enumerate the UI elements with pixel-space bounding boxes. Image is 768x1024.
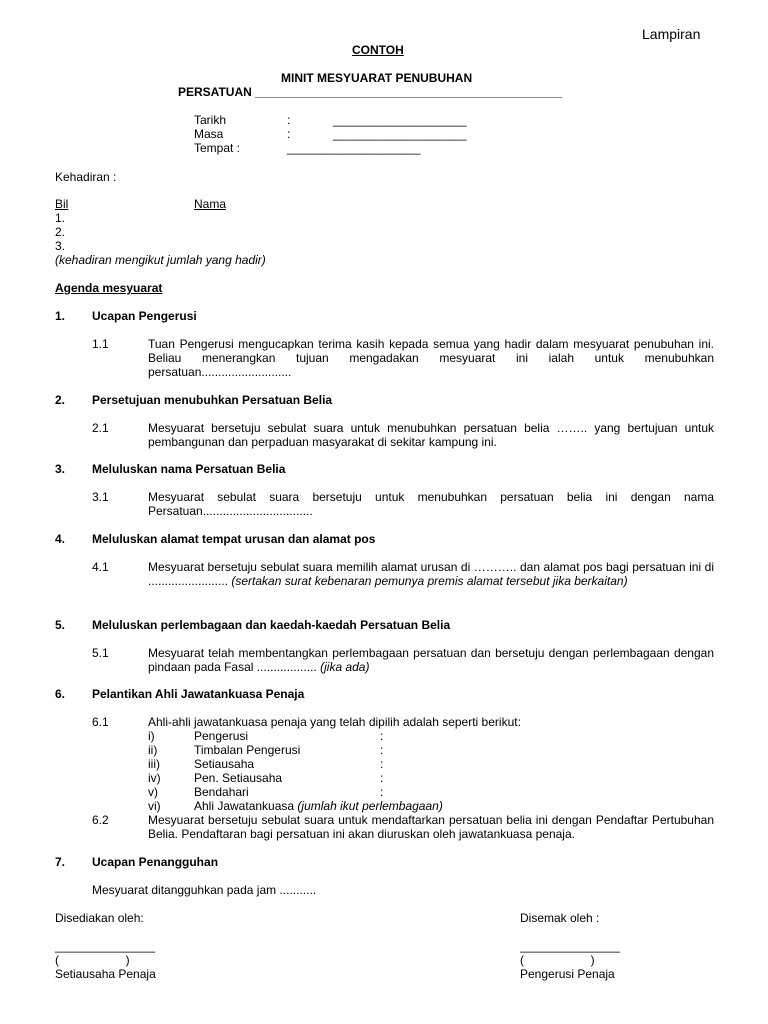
item-heading: Meluluskan alamat tempat urusan dan alamat pos: [92, 532, 376, 546]
item-number: 5.: [55, 618, 66, 632]
position-roman: ii): [148, 743, 158, 757]
tempat-blank: ____________________: [287, 141, 421, 155]
tarikh-blank: ____________________: [333, 113, 467, 127]
sub-item-number: 4.1: [92, 560, 109, 574]
item-heading: Meluluskan nama Persatuan Belia: [92, 462, 286, 476]
kehadiran-label: Kehadiran :: [55, 170, 117, 184]
signature-line: _______________: [55, 939, 156, 953]
nama-header: Nama: [194, 197, 227, 211]
position-name: Pengerusi: [194, 729, 249, 743]
item-heading: Pelantikan Ahli Jawatankuasa Penaja: [92, 687, 305, 701]
item-text-note: (jika ada): [320, 660, 370, 674]
prepared-by-label: Disediakan oleh:: [55, 911, 144, 925]
attendance-row: 3.: [55, 239, 66, 253]
position-name: Setiausaha: [194, 757, 255, 771]
agenda-title: Agenda mesyuarat: [55, 281, 163, 295]
sub-item-number: 6.2: [92, 813, 109, 827]
position-colon: :: [380, 771, 384, 785]
sub-item-number: 3.1: [92, 490, 109, 504]
tarikh-colon: :: [287, 113, 291, 127]
item-number: 4.: [55, 532, 66, 546]
item-text: Mesyuarat sebulat suara bersetuju untuk menubuhkan persatuan belia ini dengan nama Persatuan.................................: [148, 490, 714, 518]
item-text-note: (sertakan surat kebenaran pemunya premis alamat tersebut jika berkaitan): [231, 574, 628, 588]
signature-line: _______________: [520, 939, 621, 953]
item-number: 7.: [55, 855, 66, 869]
masa-label: Masa: [194, 127, 224, 141]
item-heading: Ucapan Penangguhan: [92, 855, 219, 869]
sub-item-number: 2.1: [92, 421, 109, 435]
position-colon: :: [380, 743, 384, 757]
bil-header: Bil: [55, 197, 69, 211]
position-roman: v): [148, 785, 158, 799]
item-heading: Meluluskan perlembagaan dan kaedah-kaedah Persatuan Belia: [92, 618, 451, 632]
attendance-note: (kehadiran mengikut jumlah yang hadir): [55, 253, 266, 267]
masa-colon: :: [287, 127, 291, 141]
sub-item-number: 6.1: [92, 715, 109, 729]
item-number: 1.: [55, 309, 66, 323]
item-number: 3.: [55, 462, 66, 476]
position-name: Ahli Jawatankuasa: [194, 799, 295, 813]
position-roman: iv): [148, 771, 161, 785]
document-title: MINIT MESYUARAT PENUBUHAN: [281, 71, 473, 85]
item-number: 6.: [55, 687, 66, 701]
item-text: Mesyuarat ditangguhkan pada jam ...........: [92, 883, 317, 897]
position-colon: :: [380, 785, 384, 799]
signature-name-brackets: ( ): [520, 953, 595, 967]
attendance-row: 2.: [55, 225, 66, 239]
signature-role: Pengerusi Penaja: [520, 967, 615, 981]
position-name: Bendahari: [194, 785, 249, 799]
positions-note: (jumlah ikut perlembagaan): [297, 799, 443, 813]
position-roman: iii): [148, 757, 160, 771]
item-heading: Ucapan Pengerusi: [92, 309, 197, 323]
position-roman: vi): [148, 799, 161, 813]
item-text: Mesyuarat bersetuju sebulat suara untuk menubuhkan persatuan belia …….. yang bertujuan untuk pembangunan dan perpaduan masyarakat di sekitar kampung ini.: [148, 421, 714, 449]
position-colon: :: [380, 729, 384, 743]
tarikh-label: Tarikh: [194, 113, 227, 127]
position-roman: i): [148, 729, 155, 743]
item-text: Ahli-ahli jawatankuasa penaja yang telah dipilih adalah seperti berikut:: [148, 715, 521, 729]
item-text: Mesyuarat bersetuju sebulat suara untuk mendaftarkan persatuan belia ini dengan Pendaftar Pertubuhan Belia. Pendaftaran bagi persatuan ini akan diuruskan oleh jawatankuasa penaja.: [148, 813, 714, 841]
position-colon: :: [380, 757, 384, 771]
persatuan-line: PERSATUAN ______________________________________________: [178, 85, 563, 99]
item-heading: Persetujuan menubuhkan Persatuan Belia: [92, 393, 333, 407]
position-name-row: [194, 799, 443, 813]
signature-name-brackets: ( ): [55, 953, 130, 967]
position-name: Timbalan Pengerusi: [194, 743, 301, 757]
lampiran-label: Lampiran: [642, 26, 701, 42]
tempat-label: Tempat :: [194, 141, 241, 155]
item-text: Tuan Pengerusi mengucapkan terima kasih kepada semua yang hadir dalam mesyuarat penubuhan ini. Beliau menerangkan tujuan mengadakan mesyuarat ini ialah untuk menubuhkan persatuan...........................: [148, 337, 714, 379]
contoh-heading: CONTOH: [352, 43, 404, 57]
checked-by-label: Disemak oleh :: [520, 911, 600, 925]
item-text-body: Mesyuarat telah membentangkan perlembagaan persatuan dan bersetuju dengan perlembagaan dengan pindaan pada Fasal ..................: [148, 646, 714, 674]
attendance-row: 1.: [55, 211, 66, 225]
item-number: 2.: [55, 393, 66, 407]
position-name: Pen. Setiausaha: [194, 771, 283, 785]
sub-item-number: 5.1: [92, 646, 109, 660]
masa-blank: ____________________: [333, 127, 467, 141]
sub-item-number: 1.1: [92, 337, 109, 351]
item-text: [148, 560, 714, 588]
item-text-body: Mesyuarat bersetuju sebulat suara memilih alamat urusan di ……….. dan alamat pos bagi persatuan ini di ........................: [148, 560, 714, 588]
item-text: [148, 646, 714, 674]
signature-role: Setiausaha Penaja: [55, 967, 156, 981]
